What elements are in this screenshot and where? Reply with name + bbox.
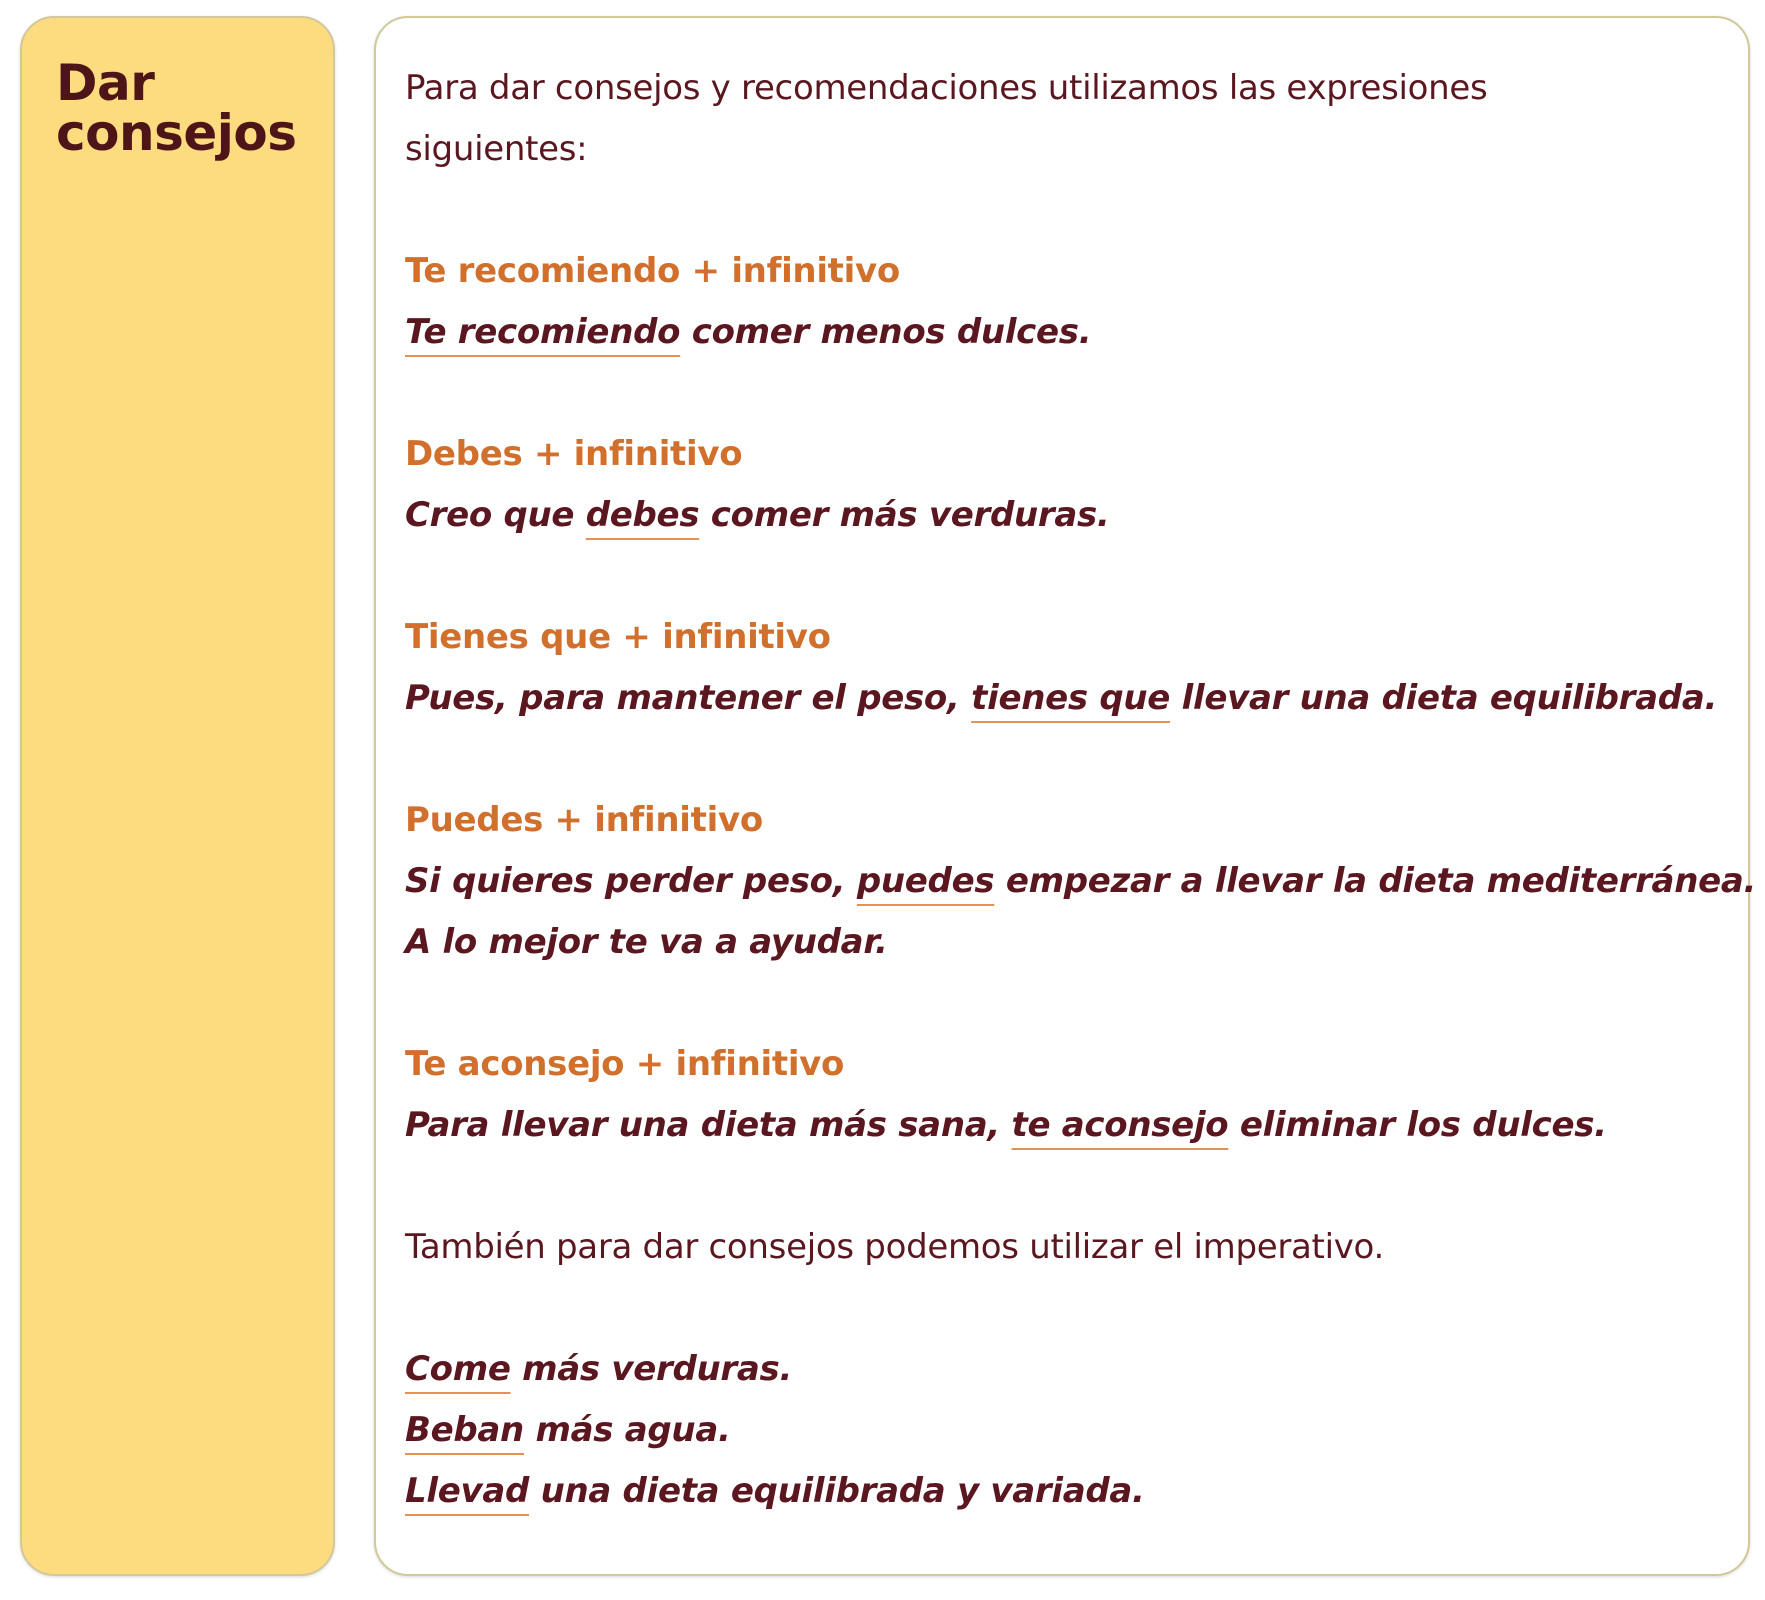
example-highlight: tienes que [971, 678, 1171, 718]
section-example-puedes-line-2: A lo mejor te va a ayudar. [405, 922, 888, 962]
section-heading-tienes-que: Tienes que + infinitivo [405, 617, 831, 657]
example-post: más agua. [523, 1410, 731, 1450]
example-pre: Para llevar una dieta más sana, [405, 1105, 1012, 1145]
imperative-note: También para dar consejos podemos utilizar el imperativo. [405, 1227, 1384, 1267]
example-post: una dieta equilibrada y variada. [529, 1471, 1145, 1511]
example-highlight: Beban [405, 1410, 524, 1450]
example-pre: Si quieres perder peso, [405, 861, 857, 901]
example-highlight: Come [405, 1349, 511, 1389]
content-panel [374, 16, 1757, 1576]
imperative-example-llevad [405, 1461, 1705, 1522]
page-title [56, 54, 297, 162]
intro-line-1: Para dar consejos y recomendaciones utilizamos las expresiones [405, 68, 1488, 108]
imperative-example-beban [405, 1400, 1705, 1461]
section-example-puedes [405, 851, 1757, 912]
example-post: comer menos dulces. [680, 312, 1092, 352]
example-highlight: debes [585, 495, 700, 535]
example-post: más verduras. [510, 1349, 793, 1389]
section-example-debes [405, 485, 1705, 546]
section-example-te-aconsejo [405, 1095, 1705, 1156]
section-heading-te-aconsejo: Te aconsejo + infinitivo [405, 1044, 845, 1084]
section-heading-te-recomiendo: Te recomiendo + infinitivo [405, 251, 900, 291]
example-post: comer más verduras. [699, 495, 1110, 535]
section-example-te-recomiendo [405, 302, 1705, 363]
intro-line-2: siguientes: [405, 129, 588, 169]
example-highlight: te aconsejo [1011, 1105, 1229, 1145]
imperative-example-come [405, 1339, 1705, 1400]
title-line-1: Dar [56, 54, 155, 112]
example-post: eliminar los dulces. [1228, 1105, 1607, 1145]
content-body [405, 58, 1757, 1522]
section-heading-debes: Debes + infinitivo [405, 434, 743, 474]
example-post: llevar una dieta equilibrada. [1170, 678, 1718, 718]
sidebar-panel [20, 16, 335, 1576]
example-pre: Pues, para mantener el peso, [405, 678, 972, 718]
title-line-2: consejos [56, 104, 297, 162]
example-post: empezar a llevar la dieta mediterránea. [994, 861, 1757, 901]
example-highlight: puedes [856, 861, 995, 901]
example-pre: Creo que [405, 495, 586, 535]
section-example-tienes-que [405, 668, 1718, 729]
section-heading-puedes: Puedes + infinitivo [405, 800, 763, 840]
example-highlight: Te recomiendo [405, 312, 681, 352]
example-highlight: Llevad [405, 1471, 530, 1511]
